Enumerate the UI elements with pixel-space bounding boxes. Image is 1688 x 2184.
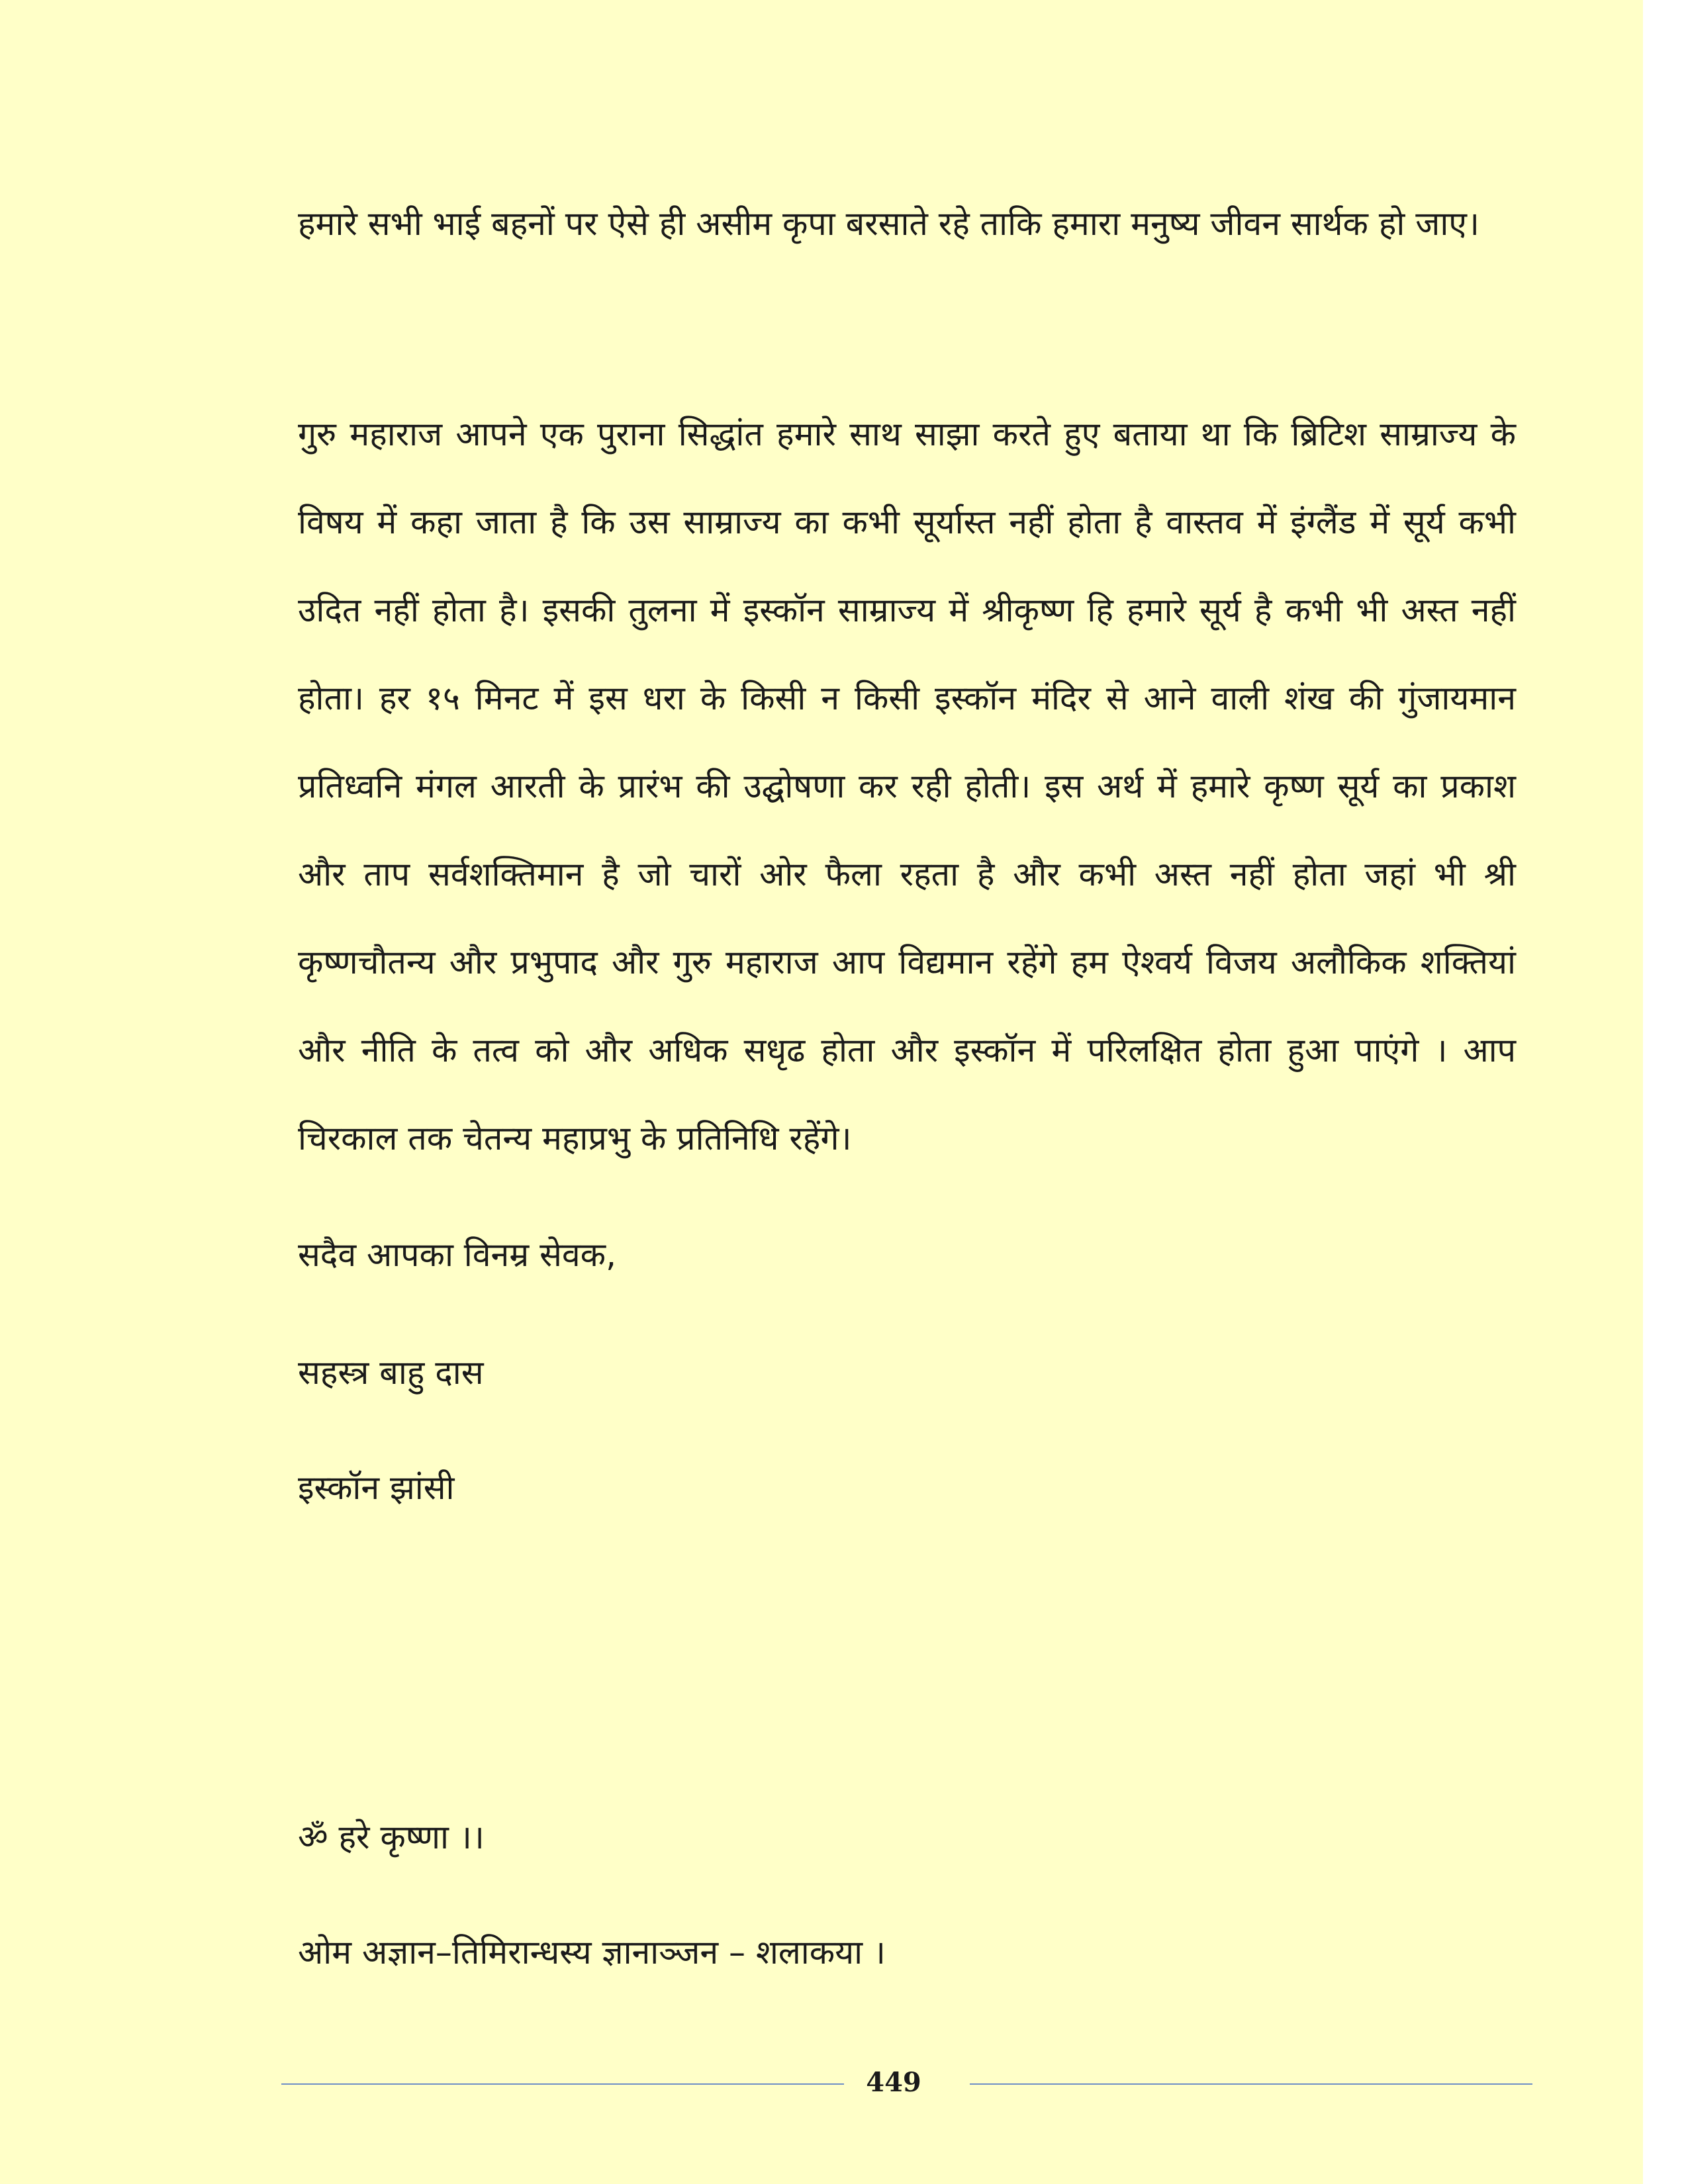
footer-rule-right — [970, 2083, 1532, 2085]
body-paragraph-2: गुरु महाराज आपने एक पुराना सिद्धांत हमारे साथ साझा करते हुए बताया था कि ब्रिटिश साम्राज्य के विषय में कहा जाता है कि उस साम्राज्य का कभी सूर्यास्त नहीं होता है वास्तव में इंग्लैंड में सूर्य कभी उदित नहीं होता है। इसकी तुलना में इस्कॉन साम्राज्य में श्रीकृष्ण हि हमारे सूर्य है कभी भी अस्त नहीं होता। हर १५ मिनट में इस धरा के किसी न किसी इस्कॉन मंदिर से आने वाली शंख की गुंजायमान प्रतिध्वनि मंगल आरती के प्रारंभ की उद्घोषणा कर रही होती। इस अर्थ में हमारे कृष्ण सूर्य का प्रकाश और ताप सर्वशक्तिमान है जो चारों ओर फैला रहता है और कभी अस्त नहीं होता जहां भी श्री कृष्णचौतन्य और प्रभुपाद और गुरु महाराज आप विद्यमान रहेंगे हम ऐश्वर्य विजय अलौकिक शक्तियां और नीति के तत्व को और अधिक सधृढ होता और इस्कॉन में परिलक्षित होता हुआ पाएंगे । आप चिरकाल तक चेतन्य महाप्रभु के प्रतिनिधि रहेंगे। — [298, 415, 1516, 1158]
closing-line: सदैव आपका विनम्र सेवक, — [298, 1236, 616, 1274]
signatory-name: सहस्त्र बाहु दास — [298, 1353, 484, 1392]
footer-rule-left — [281, 2083, 844, 2085]
page-number: 449 — [866, 2067, 921, 2098]
signatory-place: इस्कॉन झांसी — [298, 1469, 455, 1507]
verse-line-1: ॐ हरे कृष्णा ।। — [298, 1818, 485, 1856]
body-paragraph-1: हमारे सभी भाई बहनों पर ऐसे ही असीम कृपा बरसाते रहे ताकि हमारा मनुष्य जीवन सार्थक हो जाए। — [298, 205, 1479, 243]
verse-line-2: ओम अज्ञान–तिमिरान्धस्य ज्ञानाञ्जन – शलाकया । — [298, 1933, 886, 1972]
